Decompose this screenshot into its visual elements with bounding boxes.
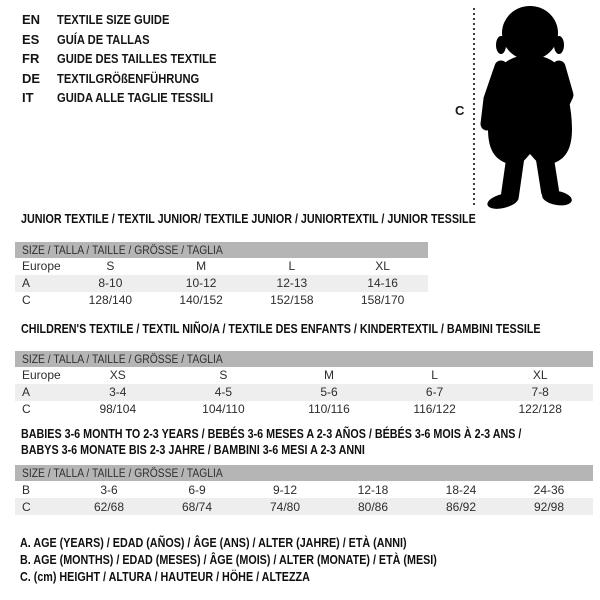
size-header-text: SIZE / TALLA / TAILLE / GRÖSSE / TAGLIA — [22, 242, 223, 257]
table-row — [15, 367, 593, 384]
legend-text: C. (cm) HEIGHT / ALTURA / HAUTEUR / HÖHE / ALTEZZA — [20, 569, 310, 584]
size-header-row — [15, 351, 593, 367]
table-title — [15, 212, 550, 228]
size-cell: L — [288, 259, 296, 273]
size-cell: 62/68 — [65, 498, 153, 515]
language-row — [22, 88, 242, 108]
size-cell: 110/116 — [308, 402, 350, 416]
legend-line — [20, 552, 505, 569]
table-title-text: BABYS 3-6 MONATE BIS 2-3 JAHRE / BAMBINI 3-6 MESI A 2-3 ANNI — [21, 442, 365, 457]
size-cell: 5-6 — [276, 384, 382, 401]
size-header-row — [15, 465, 593, 481]
table-title-text: CHILDREN'S TEXTILE / TEXTIL NIÑO/A / TEXTILE DES ENFANTS / KINDERTEXTIL / BAMBINI TESSILE — [21, 322, 541, 336]
size-cell: XL — [532, 368, 548, 382]
size-cell: 8-10 — [65, 275, 156, 292]
language-code: IT — [22, 90, 34, 106]
table-title — [15, 443, 600, 459]
size-header-cell — [15, 351, 593, 367]
size-cell: 104/110 — [202, 402, 245, 416]
table-title — [15, 322, 600, 338]
baby-silhouette-icon — [477, 3, 583, 213]
size-cell: S — [106, 259, 115, 273]
size-cell: L — [431, 368, 438, 382]
size-cell: 18-24 — [445, 482, 477, 497]
size-cell: 12-13 — [247, 275, 338, 292]
size-cell: 158/170 — [360, 293, 405, 307]
size-cell: S — [219, 368, 228, 382]
language-label: GUÍA DE TALLAS — [57, 31, 150, 47]
row-label: C — [22, 402, 31, 416]
size-cell: 80/86 — [329, 498, 417, 515]
size-cell: 4-5 — [171, 384, 277, 401]
size-cell: XS — [109, 368, 126, 382]
legend-line — [20, 535, 505, 552]
table-title-text: JUNIOR TEXTILE / TEXTIL JUNIOR/ TEXTILE JUNIOR / JUNIORTEXTIL / JUNIOR TESSILE — [21, 212, 476, 226]
table-row — [15, 401, 593, 418]
size-header-cell — [15, 242, 428, 258]
language-code: EN — [22, 12, 41, 28]
size-cell: 152/158 — [270, 293, 314, 307]
language-label: GUIDA ALLE TAGLIE TESSILI — [57, 90, 214, 106]
row-label: Europe — [22, 259, 61, 273]
table-title — [15, 427, 600, 443]
size-cell: 98/104 — [99, 402, 137, 416]
row-label: B — [22, 482, 31, 497]
language-code: ES — [22, 31, 40, 47]
measure-legend — [20, 535, 505, 585]
size-cell: M — [323, 368, 334, 382]
legend-text: A. AGE (YEARS) / EDAD (AÑOS) / ÂGE (ANS) / ALTER (JAHRE) / ETÀ (ANNI) — [20, 536, 407, 550]
table-title-text: BABIES 3-6 MONTH TO 2-3 YEARS / BEBÉS 3-6 MESES A 2-3 AÑOS / BÉBÉS 3-6 MOIS À 2-3 ANS / — [21, 427, 522, 441]
legend-text: B. AGE (MONTHS) / EDAD (MESES) / ÂGE (MOIS) / ALTER (MONATE) / ETÀ (MESI) — [20, 552, 437, 567]
language-code: FR — [22, 51, 40, 67]
row-label: Europe — [22, 368, 61, 382]
language-label: TEXTILE SIZE GUIDE — [57, 12, 170, 28]
size-cell: 116/122 — [413, 402, 456, 416]
size-cell: 6-7 — [382, 384, 488, 401]
size-cell: 10-12 — [156, 275, 247, 292]
size-header-text: SIZE / TALLA / TAILLE / GRÖSSE / TAGLIA — [22, 466, 223, 480]
size-header-cell — [15, 465, 593, 481]
legend-line — [20, 569, 505, 586]
size-cell: 3-4 — [65, 384, 171, 401]
size-table-section — [15, 322, 600, 418]
language-row — [22, 10, 242, 30]
table-row — [15, 292, 428, 309]
size-cell: 92/98 — [505, 498, 593, 515]
table-row — [15, 258, 428, 275]
language-label: GUIDE DES TAILLES TEXTILE — [57, 51, 217, 67]
size-cell: 9-12 — [272, 482, 298, 497]
size-cell: 86/92 — [417, 498, 505, 515]
size-cell: 128/140 — [88, 293, 133, 307]
size-header-row — [15, 242, 428, 258]
row-label: C — [22, 293, 31, 307]
size-cell: 24-36 — [533, 482, 565, 497]
size-table-section — [15, 427, 600, 515]
size-table — [15, 351, 593, 418]
size-cell: 3-6 — [100, 482, 118, 497]
language-row — [22, 69, 242, 89]
table-row — [15, 498, 593, 515]
size-cell: XL — [375, 259, 390, 273]
row-label: C — [15, 498, 65, 515]
size-cell: 68/74 — [153, 498, 241, 515]
height-measure-label: C — [455, 103, 465, 118]
size-table — [15, 465, 593, 515]
height-measure-dashed-line — [473, 8, 475, 207]
size-cell: M — [196, 259, 207, 273]
language-row — [22, 30, 242, 50]
language-label: TEXTILGRÖßENFÜHRUNG — [57, 70, 200, 86]
language-code: DE — [22, 70, 41, 86]
size-table-section — [15, 212, 550, 309]
table-row — [15, 275, 428, 292]
size-table — [15, 242, 428, 309]
size-cell: 140/152 — [179, 293, 223, 307]
row-label: A — [15, 275, 65, 292]
table-row — [15, 384, 593, 401]
table-row — [15, 481, 593, 498]
language-list — [22, 10, 242, 108]
size-cell: 74/80 — [241, 498, 329, 515]
row-label: A — [15, 384, 65, 401]
size-cell: 122/128 — [518, 402, 562, 416]
size-header-text: SIZE / TALLA / TAILLE / GRÖSSE / TAGLIA — [22, 351, 223, 366]
language-row — [22, 49, 242, 69]
size-cell: 6-9 — [188, 482, 206, 497]
size-cell: 7-8 — [487, 384, 593, 401]
size-cell: 14-16 — [337, 275, 428, 292]
size-cell: 12-18 — [357, 482, 389, 497]
